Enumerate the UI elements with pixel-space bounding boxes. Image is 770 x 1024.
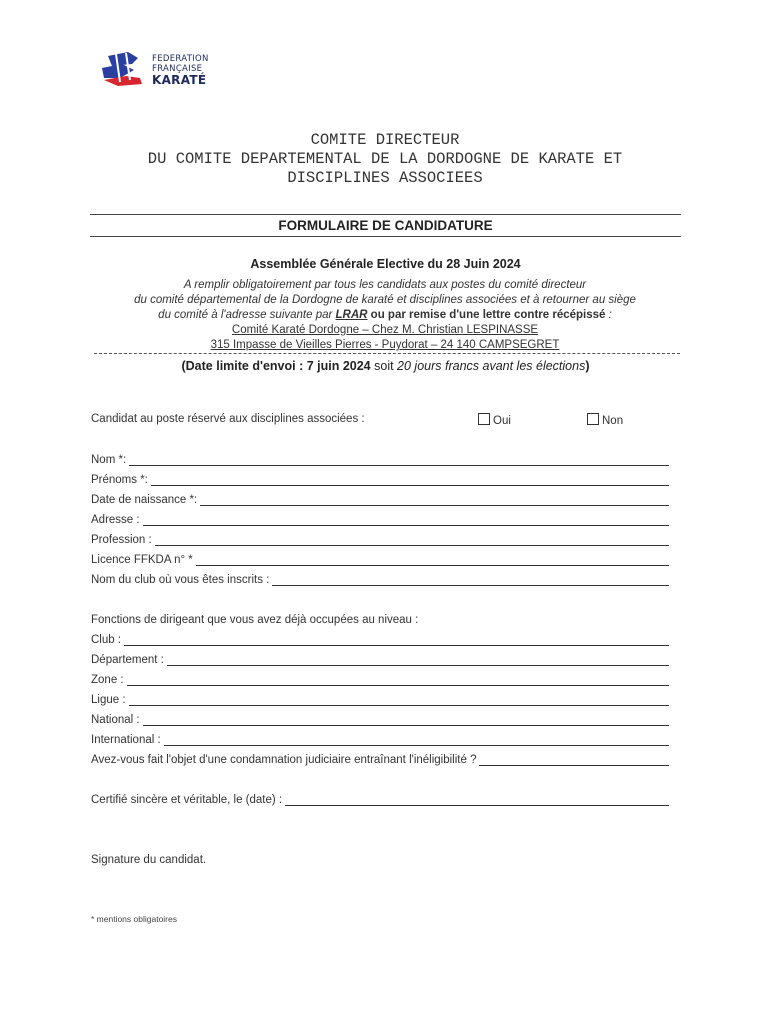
ffk-logo — [98, 48, 218, 90]
field-condamnation[interactable] — [91, 754, 669, 766]
title-line-1: COMITE DIRECTEUR — [310, 131, 460, 149]
functions-heading: Fonctions de dirigeant que vous avez déjà occupées au niveau : — [91, 614, 419, 626]
field-club-inscrit-line[interactable] — [272, 575, 669, 586]
field-nom-line[interactable] — [129, 455, 669, 466]
field-adresse-line[interactable] — [143, 515, 669, 526]
field-nom[interactable] — [91, 454, 669, 466]
checkbox-yes[interactable] — [478, 413, 490, 425]
logo-text-line2: FRANÇAISE — [152, 64, 203, 74]
deadline-soit: soit — [370, 359, 398, 373]
instructions-suffix: : — [605, 309, 612, 321]
title-line-2: DU COMITE DEPARTEMENTAL DE LA DORDOGNE DE KARATE ET — [147, 150, 623, 168]
instructions-line-2: du comité départemental de la Dordogne de karaté et disciplines associées et à retourner au siège — [134, 294, 636, 306]
form-title: FORMULAIRE DE CANDIDATURE — [278, 218, 493, 233]
field-prenoms-line[interactable] — [151, 475, 669, 486]
field-profession[interactable] — [91, 534, 669, 546]
field-club-line[interactable] — [124, 635, 669, 646]
instructions-line-3 — [60, 308, 710, 323]
field-zone-line[interactable] — [127, 675, 669, 686]
field-certifie[interactable] — [91, 794, 669, 806]
field-club[interactable] — [91, 634, 669, 646]
signature-label: Signature du candidat. — [91, 854, 207, 866]
deadline-italic: 20 jours francs avant les élections — [397, 359, 586, 373]
field-departement-line[interactable] — [167, 655, 669, 666]
option-no[interactable] — [587, 413, 623, 427]
field-certifie-line[interactable] — [285, 795, 669, 806]
field-club-inscrit[interactable] — [91, 574, 669, 586]
bottom-divider — [90, 236, 681, 237]
field-date-naissance-label: Date de naissance *: — [91, 494, 198, 506]
field-licence-label: Licence FFKDA n° * — [91, 554, 193, 566]
field-profession-label: Profession : — [91, 534, 152, 546]
field-condamnation-line[interactable] — [479, 755, 669, 766]
field-adresse[interactable] — [91, 514, 669, 526]
field-profession-line[interactable] — [155, 535, 669, 546]
field-prenoms-label: Prénoms *: — [91, 474, 148, 486]
field-adresse-label: Adresse : — [91, 514, 140, 526]
dashed-divider — [94, 353, 680, 354]
top-divider — [90, 214, 681, 215]
field-club-inscrit-label: Nom du club où vous êtes inscrits : — [91, 574, 270, 586]
field-certifie-label: Certifié sincère et véritable, le (date) : — [91, 794, 283, 806]
field-licence-line[interactable] — [196, 555, 669, 566]
instructions — [60, 278, 710, 353]
checkbox-no[interactable] — [587, 413, 599, 425]
field-licence[interactable] — [91, 554, 669, 566]
field-club-label: Club : — [91, 634, 122, 646]
field-national-line[interactable] — [143, 715, 669, 726]
address-line-1: Comité Karaté Dordogne – Chez M. Christian LESPINASSE — [231, 324, 539, 336]
field-ligue[interactable] — [91, 694, 669, 706]
instructions-prefix: du comité à l'adresse suivante par — [158, 309, 336, 321]
deadline-notice — [90, 359, 681, 373]
field-prenoms[interactable] — [91, 474, 669, 486]
field-date-naissance[interactable] — [91, 494, 669, 506]
field-nom-label: Nom *: — [91, 454, 127, 466]
field-ligue-line[interactable] — [129, 695, 669, 706]
lrar-label: LRAR — [335, 309, 368, 321]
deadline-open: ( — [181, 359, 186, 373]
deadline-date: Date limite d'envoi : 7 juin 2024 — [185, 359, 371, 373]
field-international[interactable] — [91, 734, 669, 746]
candidate-question-label: Candidat au poste réservé aux disciplines associées : — [91, 413, 365, 425]
karate-logo-icon — [98, 48, 148, 90]
logo-text-line3: KARATÉ — [152, 73, 207, 87]
field-international-label: International : — [91, 734, 161, 746]
assembly-heading: Assemblée Générale Elective du 28 Juin 2024 — [250, 257, 521, 271]
footnote: * mentions obligatoires — [91, 914, 177, 924]
logo-text-line1: FEDERATION — [152, 54, 209, 64]
field-departement-label: Département : — [91, 654, 164, 666]
option-yes-label: Oui — [493, 415, 511, 427]
field-national-label: National : — [91, 714, 140, 726]
option-yes[interactable] — [478, 413, 511, 427]
field-zone-label: Zone : — [91, 674, 124, 686]
field-ligue-label: Ligue : — [91, 694, 126, 706]
field-zone[interactable] — [91, 674, 669, 686]
field-international-line[interactable] — [164, 735, 669, 746]
instructions-line-1: A remplir obligatoirement par tous les candidats aux postes du comité directeur — [183, 279, 587, 291]
field-departement[interactable] — [91, 654, 669, 666]
field-date-naissance-line[interactable] — [200, 495, 669, 506]
title-line-3: DISCIPLINES ASSOCIEES — [287, 169, 483, 187]
remise-label: ou par remise d'une lettre contre récépissé — [367, 309, 606, 321]
address-line-2: 315 Impasse de Vieilles Pierres - Puydorat – 24 140 CAMPSEGRET — [210, 339, 560, 351]
field-condamnation-label: Avez-vous fait l'objet d'une condamnation judiciaire entraînant l'inéligibilité ? — [91, 754, 477, 766]
option-no-label: Non — [602, 415, 624, 427]
deadline-close: ) — [585, 359, 590, 373]
document-title — [60, 131, 710, 188]
field-national[interactable] — [91, 714, 669, 726]
